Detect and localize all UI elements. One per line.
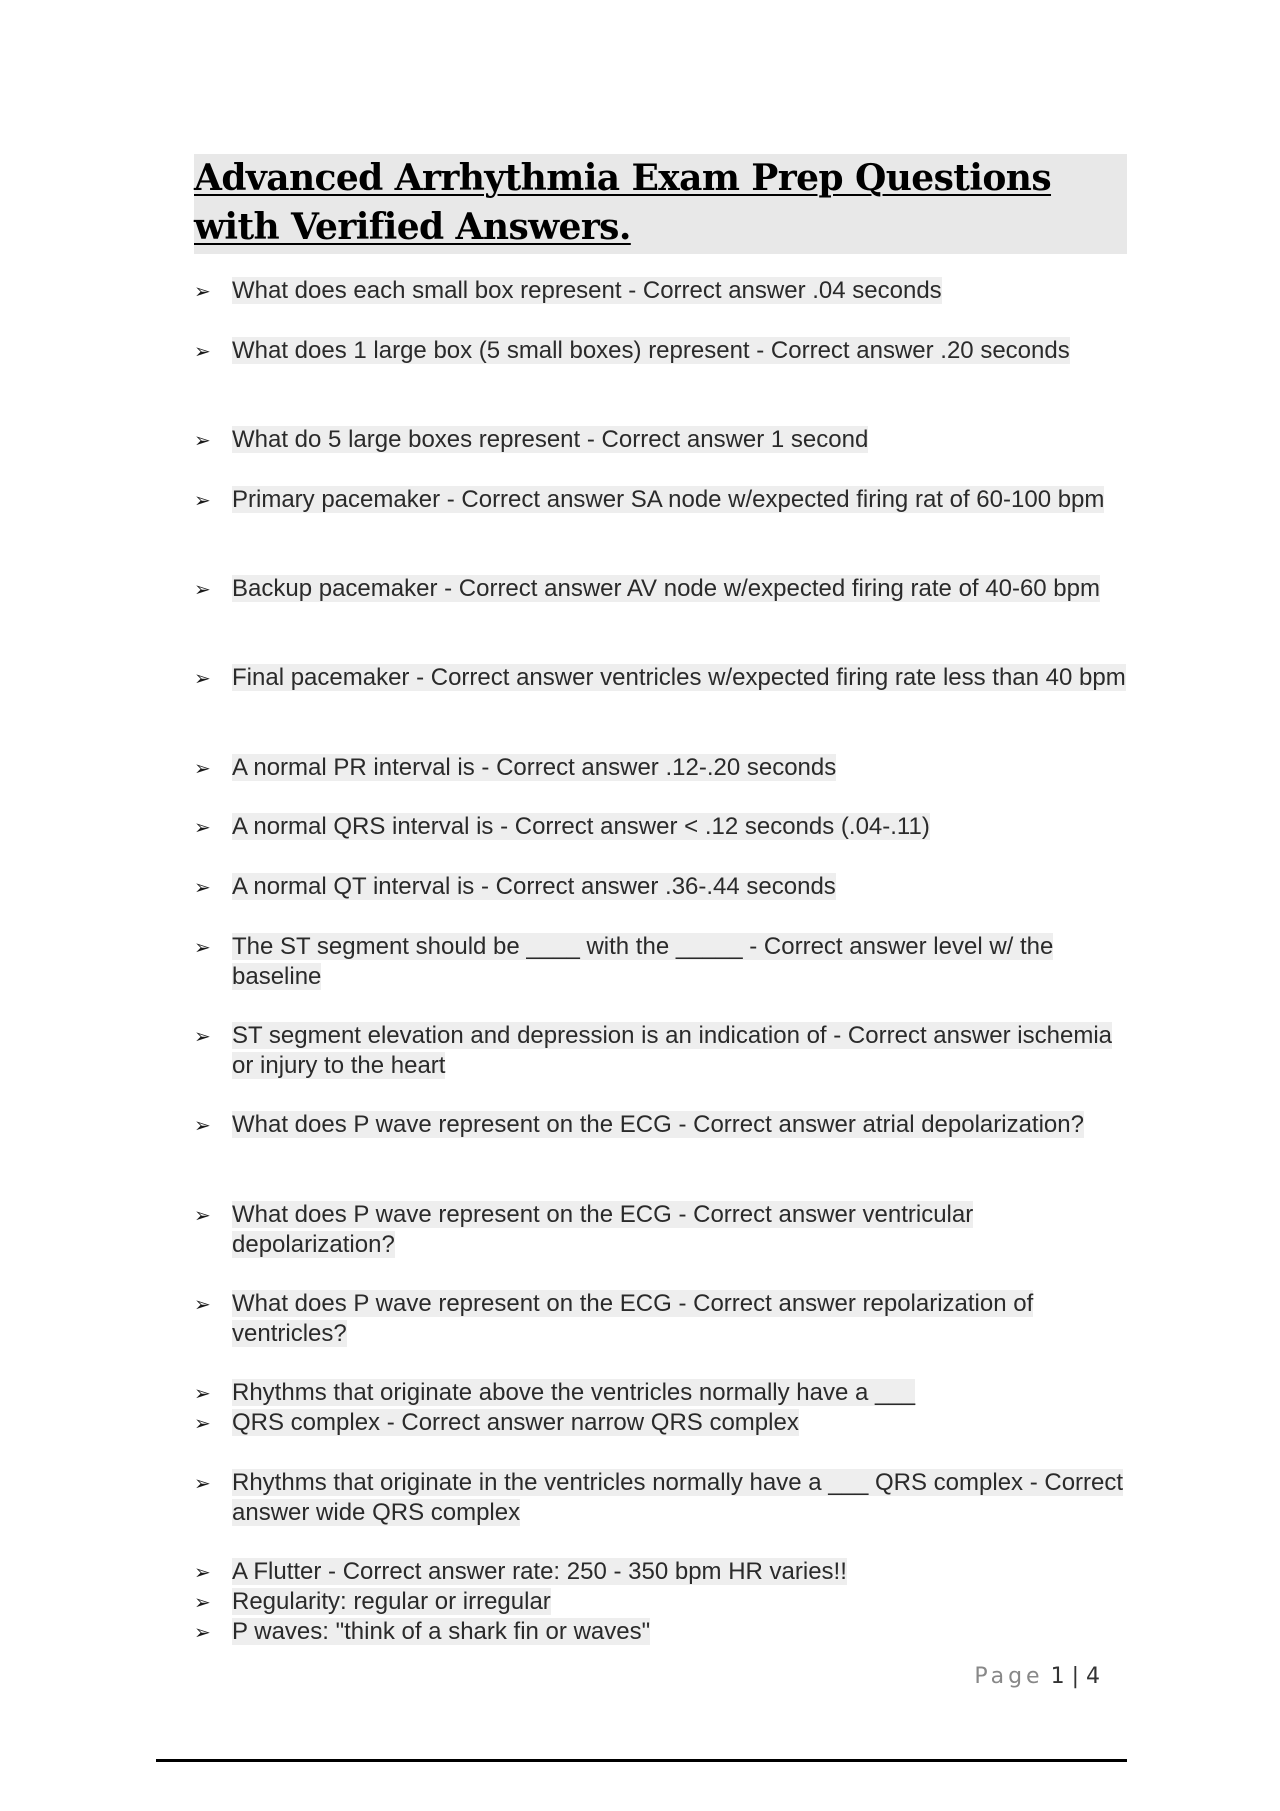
list-item-text: The ST segment should be ____ with the _____ - Correct answer level w/ the baseline (232, 933, 1054, 990)
list-item (194, 485, 1134, 515)
list-item (194, 1378, 1134, 1408)
arrow-bullet-icon: ➢ (194, 1590, 211, 1614)
list-item-text: What does 1 large box (5 small boxes) represent - Correct answer .20 seconds (232, 337, 1070, 364)
arrow-bullet-icon: ➢ (194, 815, 211, 839)
list-item (194, 574, 1134, 604)
list-item-text: A normal QRS interval is - Correct answer < .12 seconds (.04-.11) (232, 813, 930, 840)
document-title: Advanced Arrhythmia Exam Prep Questions with Verified Answers. (194, 157, 1052, 248)
arrow-bullet-icon: ➢ (194, 935, 211, 959)
arrow-bullet-icon: ➢ (194, 666, 211, 690)
arrow-bullet-icon: ➢ (194, 1113, 211, 1137)
arrow-bullet-icon: ➢ (194, 1292, 211, 1316)
list-item (194, 1617, 1134, 1647)
list-item-text: Final pacemaker - Correct answer ventricles w/expected firing rate less than 40 bpm (232, 664, 1126, 691)
list-item (194, 753, 1134, 783)
list-item (194, 812, 1134, 842)
list-item-text: Primary pacemaker - Correct answer SA node w/expected firing rat of 60-100 bpm (232, 486, 1105, 513)
page-separator: | (1071, 1664, 1079, 1689)
arrow-bullet-icon: ➢ (194, 1381, 211, 1405)
list-item-text: A normal PR interval is - Correct answer .12-.20 seconds (232, 754, 837, 781)
list-item-text: What does P wave represent on the ECG - Correct answer ventricular depolarization? (232, 1201, 974, 1258)
list-item (194, 1468, 1134, 1528)
arrow-bullet-icon: ➢ (194, 1471, 211, 1495)
list-item-text: P waves: "think of a shark fin or waves" (232, 1618, 651, 1645)
page-number: 1 (1050, 1664, 1065, 1689)
list-item (194, 1110, 1134, 1140)
list-item (194, 663, 1134, 693)
page-label: Page (974, 1664, 1044, 1689)
arrow-bullet-icon: ➢ (194, 488, 211, 512)
arrow-bullet-icon: ➢ (194, 1560, 211, 1584)
list-item-text: QRS complex - Correct answer narrow QRS complex (232, 1409, 799, 1436)
list-item (194, 1289, 1134, 1349)
page-number-footer (900, 1664, 1100, 1689)
bottom-divider (156, 1759, 1127, 1762)
list-item-text: What does P wave represent on the ECG - Correct answer atrial depolarization? (232, 1111, 1084, 1138)
arrow-bullet-icon: ➢ (194, 875, 211, 899)
arrow-bullet-icon: ➢ (194, 339, 211, 363)
list-item-text: Backup pacemaker - Correct answer AV node w/expected firing rate of 40-60 bpm (232, 575, 1100, 602)
arrow-bullet-icon: ➢ (194, 1203, 211, 1227)
list-item (194, 1557, 1134, 1587)
list-item-text: Rhythms that originate in the ventricles normally have a ___ QRS complex - Correct answer wide QRS complex (232, 1469, 1124, 1526)
arrow-bullet-icon: ➢ (194, 577, 211, 601)
arrow-bullet-icon: ➢ (194, 756, 211, 780)
arrow-bullet-icon: ➢ (194, 1024, 211, 1048)
list-item-text: A Flutter - Correct answer rate: 250 - 350 bpm HR varies!! (232, 1558, 847, 1585)
list-item (194, 1408, 1134, 1438)
page-total: 4 (1086, 1664, 1100, 1689)
arrow-bullet-icon: ➢ (194, 279, 211, 303)
list-item-text: Rhythms that originate above the ventricles normally have a ___ (232, 1379, 916, 1406)
list-item-text: What do 5 large boxes represent - Correct answer 1 second (232, 426, 869, 453)
list-item (194, 1200, 1134, 1260)
list-item (194, 425, 1134, 455)
arrow-bullet-icon: ➢ (194, 428, 211, 452)
arrow-bullet-icon: ➢ (194, 1411, 211, 1435)
arrow-bullet-icon: ➢ (194, 1620, 211, 1644)
list-item-text: What does P wave represent on the ECG - Correct answer repolarization of ventricles? (232, 1290, 1034, 1347)
list-item (194, 1021, 1134, 1081)
list-item-text: Regularity: regular or irregular (232, 1588, 551, 1615)
list-item (194, 932, 1134, 992)
list-item (194, 276, 1134, 306)
list-item (194, 1587, 1134, 1617)
list-item (194, 336, 1134, 366)
list-item-text: ST segment elevation and depression is an indication of - Correct answer ischemia or injury to the heart (232, 1022, 1113, 1079)
list-item (194, 872, 1134, 902)
list-item-text: A normal QT interval is - Correct answer .36-.44 seconds (232, 873, 836, 900)
list-item-text: What does each small box represent - Correct answer .04 seconds (232, 277, 942, 304)
